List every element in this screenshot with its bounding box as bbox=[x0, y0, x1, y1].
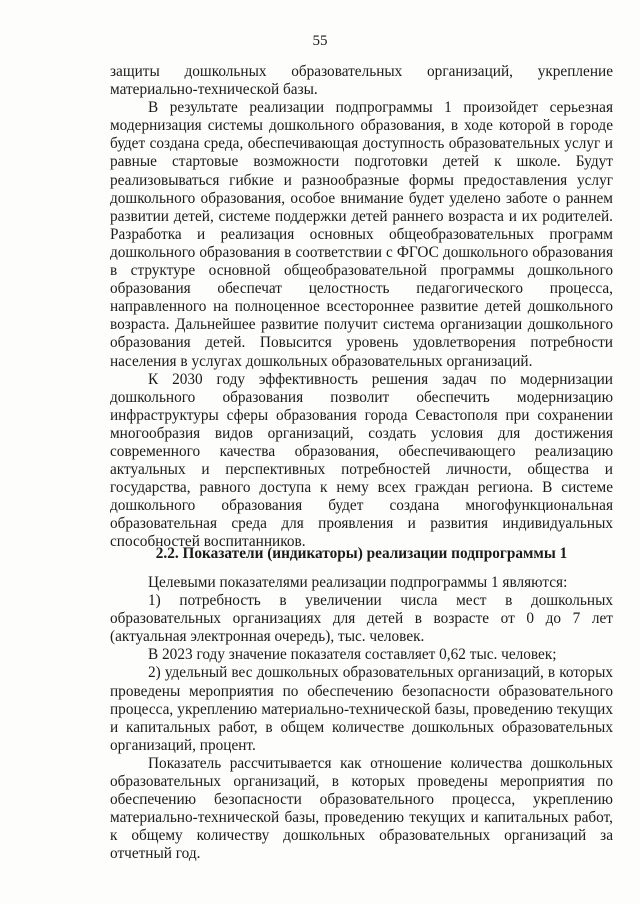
indicator-2-note: Показатель рассчитывается как отношение количества дошкольных образовательных организаций, в которых проведены мероприятия по обеспечению безопасности образовательного процесса, укреплению материально-технической базы, проведению текущих и капитальных работ, к общему количеству дошкольных образовательных организаций за отчетный год. bbox=[110, 754, 613, 863]
indicator-2: 2) удельный вес дошкольных образовательных организаций, в которых проведены мероприятия по обеспечению безопасности образовательного процесса, укреплению материально-технической базы, проведению текущих и капитальных работ, в общем количестве дошкольных образовательных организаций, процент. bbox=[110, 664, 613, 754]
body-text-bottom bbox=[110, 574, 613, 864]
section-heading: 2.2. Показатели (индикаторы) реализации подпрограммы 1 bbox=[155, 545, 568, 562]
outlook-2030-paragraph: К 2030 году эффективность решения задач по модернизации дошкольного образования позволит обеспечить модернизацию инфраструктуры сферы образования города Севастополя при сохранении многообразия видов организаций, создать условия для достижения современного качества образования, обеспечивающего реализацию актуальных и перспективных потребностей личности, общества и государства, равного доступа к нему всех граждан региона. В системе дошкольного образования будет создана многофункциональная образовательная среда для проявления и развития индивидуальных способностей воспитанников. bbox=[110, 370, 613, 551]
modernization-paragraph: В результате реализации подпрограммы 1 произойдет серьезная модернизация системы дошкольного образования, в ходе которой в городе будет создана среда, обеспечивающая доступность образовательных услуг и равные стартовые возможности подготовки детей к школе. Будут реализовываться гибкие и разнообразные формы предоставления услуг дошкольного образования, особое внимание будет уделено заботе о раннем развитии детей, системе поддержки детей раннего возраста и их родителей. Разработка и реализация основных общеобразовательных программ дошкольного образования в соответствии с ФГОС дошкольного образования в структуре основной общеобразовательной программы дошкольного образования обеспечат целостность педагогического процесса, направленного на полноценное всестороннее развитие детей дошкольного возраста. Дальнейшее развитие получит система организации дошкольного образования детей. Повысится уровень удовлетворения потребности населения в услугах дошкольных образовательных организаций. bbox=[110, 99, 613, 370]
indicators-intro: Целевыми показателями реализации подпрограммы 1 являются: bbox=[148, 574, 568, 591]
body-text-top bbox=[110, 63, 613, 552]
continuation-paragraph: защиты дошкольных образовательных организаций, укрепление материально-технической базы. bbox=[110, 63, 613, 99]
indicator-1-note: В 2023 году значение показателя составляет 0,62 тыс. человек; bbox=[148, 646, 557, 664]
page-number: 55 bbox=[312, 33, 328, 49]
indicator-1: 1) потребность в увеличении числа мест в дошкольных образовательных организациях для детей в возрасте от 0 до 7 лет (актуальная электронная очередь), тыс. человек. bbox=[110, 592, 613, 646]
